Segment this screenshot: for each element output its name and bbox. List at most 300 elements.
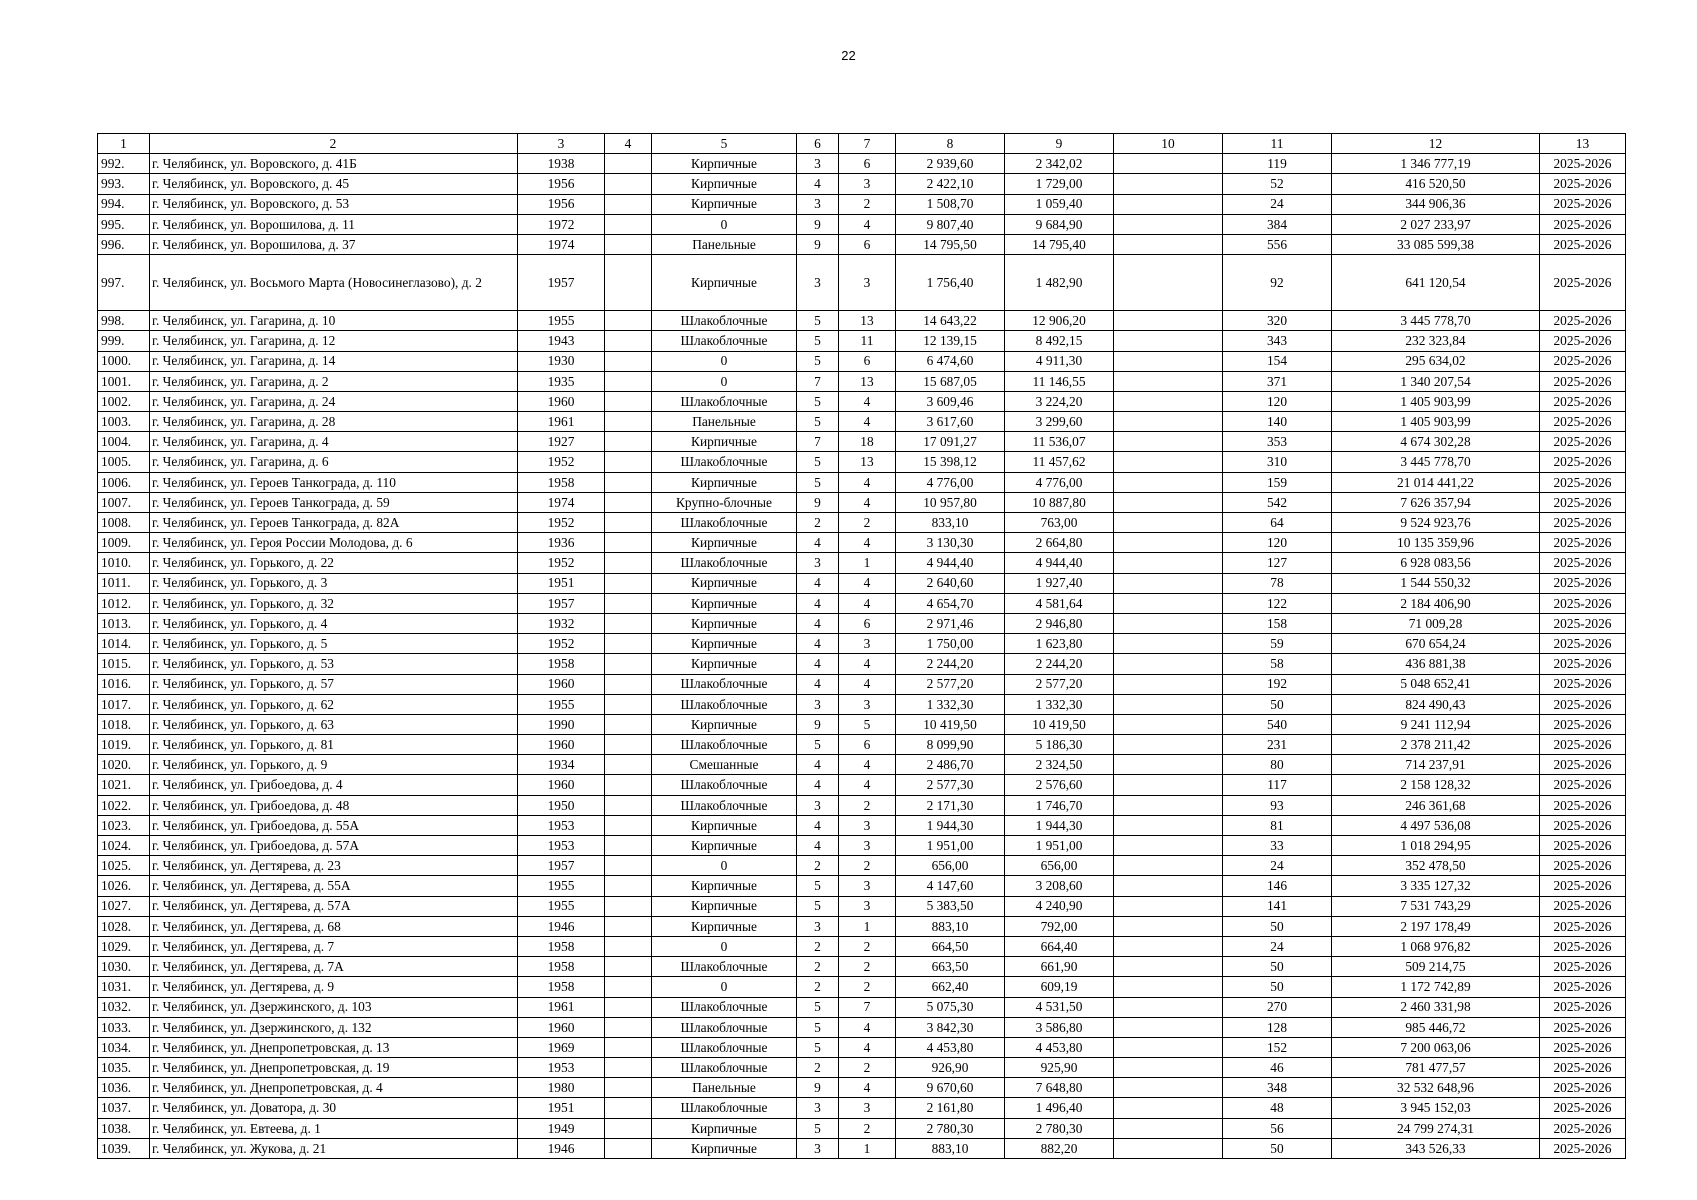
cell-year-built: 1958: [518, 977, 605, 997]
cell-floors: 5: [797, 1017, 839, 1037]
cell-cost: 71 009,28: [1332, 613, 1540, 633]
cell-total-area: 9 807,40: [896, 214, 1005, 234]
cell-living-area: 4 581,64: [1005, 593, 1114, 613]
cell-residents: 24: [1223, 194, 1332, 214]
cell-entrances: 4: [839, 654, 896, 674]
cell-floors: 7: [797, 432, 839, 452]
cell-total-area: 15 398,12: [896, 452, 1005, 472]
cell-entrances: 2: [839, 194, 896, 214]
cell-row-number: 1008.: [98, 513, 150, 533]
cell-entrances: 6: [839, 351, 896, 371]
cell-total-area: 2 640,60: [896, 573, 1005, 593]
cell-total-area: 662,40: [896, 977, 1005, 997]
cell-residents: 128: [1223, 1017, 1332, 1037]
cell-wall-material: Шлакоблочные: [652, 997, 797, 1017]
cell-address: г. Челябинск, ул. Грибоедова, д. 48: [150, 795, 518, 815]
table-row: [98, 735, 1626, 755]
cell-row-number: 996.: [98, 234, 150, 254]
cell-entrances: 7: [839, 997, 896, 1017]
cell-address: г. Челябинск, ул. Грибоедова, д. 57А: [150, 836, 518, 856]
cell-residents: 146: [1223, 876, 1332, 896]
cell-living-area: 4 531,50: [1005, 997, 1114, 1017]
cell-address: г. Челябинск, ул. Дегтярева, д. 7: [150, 936, 518, 956]
cell-residents: 384: [1223, 214, 1332, 234]
cell-col-4: [605, 174, 652, 194]
cell-col-10: [1114, 997, 1223, 1017]
cell-floors: 3: [797, 916, 839, 936]
cell-col-4: [605, 735, 652, 755]
cell-year-built: 1934: [518, 755, 605, 775]
cell-living-area: 12 906,20: [1005, 311, 1114, 331]
cell-entrances: 3: [839, 1098, 896, 1118]
cell-floors: 4: [797, 836, 839, 856]
cell-wall-material: Шлакоблочные: [652, 795, 797, 815]
cell-entrances: 4: [839, 391, 896, 411]
cell-col-10: [1114, 634, 1223, 654]
cell-cost: 4 497 536,08: [1332, 815, 1540, 835]
table-row: [98, 1138, 1626, 1158]
cell-total-area: 883,10: [896, 916, 1005, 936]
cell-address: г. Челябинск, ул. Гагарина, д. 2: [150, 371, 518, 391]
cell-col-4: [605, 351, 652, 371]
header-cell-3: 3: [518, 134, 605, 154]
cell-wall-material: Кирпичные: [652, 634, 797, 654]
cell-floors: 4: [797, 815, 839, 835]
cell-col-4: [605, 255, 652, 311]
cell-address: г. Челябинск, ул. Горького, д. 32: [150, 593, 518, 613]
cell-col-10: [1114, 856, 1223, 876]
cell-col-10: [1114, 255, 1223, 311]
cell-year-built: 1960: [518, 775, 605, 795]
cell-col-10: [1114, 472, 1223, 492]
cell-living-area: 1 944,30: [1005, 815, 1114, 835]
cell-total-area: 2 486,70: [896, 755, 1005, 775]
cell-period: 2025-2026: [1540, 714, 1626, 734]
cell-residents: 348: [1223, 1078, 1332, 1098]
cell-year-built: 1932: [518, 613, 605, 633]
cell-address: г. Челябинск, ул. Дзержинского, д. 103: [150, 997, 518, 1017]
header-cell-9: 9: [1005, 134, 1114, 154]
cell-living-area: 3 224,20: [1005, 391, 1114, 411]
cell-living-area: 4 453,80: [1005, 1037, 1114, 1057]
cell-year-built: 1952: [518, 513, 605, 533]
cell-col-4: [605, 1098, 652, 1118]
cell-total-area: 4 654,70: [896, 593, 1005, 613]
cell-period: 2025-2026: [1540, 815, 1626, 835]
cell-residents: 48: [1223, 1098, 1332, 1118]
cell-address: г. Челябинск, ул. Дегтярева, д. 23: [150, 856, 518, 876]
cell-floors: 3: [797, 255, 839, 311]
cell-wall-material: 0: [652, 371, 797, 391]
cell-wall-material: Кирпичные: [652, 1138, 797, 1158]
cell-row-number: 1034.: [98, 1037, 150, 1057]
cell-year-built: 1974: [518, 234, 605, 254]
cell-residents: 50: [1223, 957, 1332, 977]
cell-total-area: 17 091,27: [896, 432, 1005, 452]
cell-entrances: 4: [839, 775, 896, 795]
cell-row-number: 1026.: [98, 876, 150, 896]
cell-col-4: [605, 234, 652, 254]
table-row: [98, 351, 1626, 371]
cell-cost: 24 799 274,31: [1332, 1118, 1540, 1138]
cell-address: г. Челябинск, ул. Героя России Молодова, д. 6: [150, 533, 518, 553]
cell-row-number: 999.: [98, 331, 150, 351]
cell-period: 2025-2026: [1540, 1098, 1626, 1118]
cell-row-number: 1013.: [98, 613, 150, 633]
cell-address: г. Челябинск, ул. Днепропетровская, д. 4: [150, 1078, 518, 1098]
header-cell-2: 2: [150, 134, 518, 154]
cell-floors: 3: [797, 1138, 839, 1158]
cell-residents: 231: [1223, 735, 1332, 755]
cell-total-area: 15 687,05: [896, 371, 1005, 391]
table-row: [98, 694, 1626, 714]
cell-entrances: 2: [839, 936, 896, 956]
header-row: [98, 134, 1626, 154]
cell-floors: 5: [797, 331, 839, 351]
cell-col-10: [1114, 714, 1223, 734]
header-cell-6: 6: [797, 134, 839, 154]
cell-row-number: 1007.: [98, 492, 150, 512]
cell-year-built: 1930: [518, 351, 605, 371]
cell-col-10: [1114, 1098, 1223, 1118]
cell-wall-material: Шлакоблочные: [652, 331, 797, 351]
table-row: [98, 654, 1626, 674]
cell-entrances: 4: [839, 1078, 896, 1098]
cell-entrances: 3: [839, 174, 896, 194]
cell-address: г. Челябинск, ул. Дзержинского, д. 132: [150, 1017, 518, 1037]
table-row: [98, 593, 1626, 613]
cell-row-number: 1027.: [98, 896, 150, 916]
cell-period: 2025-2026: [1540, 513, 1626, 533]
cell-entrances: 3: [839, 815, 896, 835]
cell-total-area: 2 161,80: [896, 1098, 1005, 1118]
cell-address: г. Челябинск, ул. Горького, д. 81: [150, 735, 518, 755]
cell-wall-material: 0: [652, 351, 797, 371]
cell-cost: 3 945 152,03: [1332, 1098, 1540, 1118]
cell-floors: 9: [797, 714, 839, 734]
table-row: [98, 836, 1626, 856]
table-row: [98, 755, 1626, 775]
cell-period: 2025-2026: [1540, 1037, 1626, 1057]
cell-col-10: [1114, 815, 1223, 835]
cell-col-4: [605, 674, 652, 694]
cell-residents: 556: [1223, 234, 1332, 254]
cell-wall-material: 0: [652, 977, 797, 997]
cell-wall-material: 0: [652, 936, 797, 956]
cell-row-number: 994.: [98, 194, 150, 214]
cell-entrances: 4: [839, 674, 896, 694]
cell-address: г. Челябинск, ул. Горького, д. 4: [150, 613, 518, 633]
table-row: [98, 391, 1626, 411]
cell-row-number: 1000.: [98, 351, 150, 371]
cell-wall-material: Кирпичные: [652, 472, 797, 492]
cell-col-10: [1114, 593, 1223, 613]
cell-col-4: [605, 694, 652, 714]
cell-living-area: 1 951,00: [1005, 836, 1114, 856]
cell-col-10: [1114, 755, 1223, 775]
cell-residents: 120: [1223, 533, 1332, 553]
cell-wall-material: Кирпичные: [652, 154, 797, 174]
housing-table: [97, 133, 1626, 1159]
cell-address: г. Челябинск, ул. Доватора, д. 30: [150, 1098, 518, 1118]
cell-col-4: [605, 593, 652, 613]
cell-floors: 9: [797, 234, 839, 254]
cell-col-4: [605, 432, 652, 452]
cell-residents: 540: [1223, 714, 1332, 734]
cell-period: 2025-2026: [1540, 856, 1626, 876]
cell-col-10: [1114, 694, 1223, 714]
cell-period: 2025-2026: [1540, 432, 1626, 452]
cell-entrances: 2: [839, 977, 896, 997]
cell-period: 2025-2026: [1540, 492, 1626, 512]
cell-col-10: [1114, 735, 1223, 755]
cell-floors: 4: [797, 174, 839, 194]
cell-col-4: [605, 836, 652, 856]
cell-address: г. Челябинск, ул. Дегтярева, д. 55А: [150, 876, 518, 896]
cell-col-10: [1114, 553, 1223, 573]
table-row: [98, 775, 1626, 795]
cell-living-area: 11 457,62: [1005, 452, 1114, 472]
cell-entrances: 6: [839, 154, 896, 174]
cell-floors: 2: [797, 856, 839, 876]
cell-wall-material: Шлакоблочные: [652, 1017, 797, 1037]
cell-total-area: 12 139,15: [896, 331, 1005, 351]
cell-total-area: 2 780,30: [896, 1118, 1005, 1138]
cell-living-area: 1 927,40: [1005, 573, 1114, 593]
cell-year-built: 1927: [518, 432, 605, 452]
cell-floors: 5: [797, 412, 839, 432]
cell-entrances: 3: [839, 255, 896, 311]
cell-year-built: 1969: [518, 1037, 605, 1057]
table-row: [98, 977, 1626, 997]
cell-floors: 3: [797, 194, 839, 214]
cell-cost: 4 674 302,28: [1332, 432, 1540, 452]
cell-period: 2025-2026: [1540, 634, 1626, 654]
cell-col-10: [1114, 1017, 1223, 1037]
cell-floors: 2: [797, 957, 839, 977]
cell-col-10: [1114, 412, 1223, 432]
cell-address: г. Челябинск, ул. Горького, д. 9: [150, 755, 518, 775]
cell-address: г. Челябинск, ул. Днепропетровская, д. 19: [150, 1058, 518, 1078]
cell-period: 2025-2026: [1540, 1058, 1626, 1078]
cell-col-10: [1114, 674, 1223, 694]
cell-residents: 33: [1223, 836, 1332, 856]
cell-residents: 122: [1223, 593, 1332, 613]
cell-year-built: 1956: [518, 194, 605, 214]
cell-col-4: [605, 311, 652, 331]
cell-living-area: 2 577,20: [1005, 674, 1114, 694]
cell-col-10: [1114, 391, 1223, 411]
cell-residents: 78: [1223, 573, 1332, 593]
cell-residents: 542: [1223, 492, 1332, 512]
cell-col-4: [605, 1058, 652, 1078]
cell-period: 2025-2026: [1540, 613, 1626, 633]
cell-cost: 1 346 777,19: [1332, 154, 1540, 174]
table-row: [98, 1017, 1626, 1037]
cell-floors: 4: [797, 533, 839, 553]
cell-year-built: 1936: [518, 533, 605, 553]
cell-wall-material: Панельные: [652, 412, 797, 432]
cell-floors: 2: [797, 513, 839, 533]
table-row: [98, 1098, 1626, 1118]
cell-row-number: 1032.: [98, 997, 150, 1017]
cell-total-area: 2 244,20: [896, 654, 1005, 674]
cell-col-4: [605, 957, 652, 977]
cell-address: г. Челябинск, ул. Героев Танкограда, д. 82А: [150, 513, 518, 533]
cell-total-area: 5 383,50: [896, 896, 1005, 916]
cell-col-10: [1114, 795, 1223, 815]
cell-col-10: [1114, 533, 1223, 553]
cell-col-4: [605, 977, 652, 997]
cell-residents: 119: [1223, 154, 1332, 174]
table-row: [98, 214, 1626, 234]
cell-period: 2025-2026: [1540, 214, 1626, 234]
cell-floors: 3: [797, 154, 839, 174]
cell-address: г. Челябинск, ул. Воровского, д. 45: [150, 174, 518, 194]
cell-total-area: 3 842,30: [896, 1017, 1005, 1037]
cell-entrances: 11: [839, 331, 896, 351]
cell-year-built: 1958: [518, 936, 605, 956]
cell-col-10: [1114, 876, 1223, 896]
table-row: [98, 331, 1626, 351]
cell-col-4: [605, 391, 652, 411]
cell-wall-material: Шлакоблочные: [652, 775, 797, 795]
table-row: [98, 795, 1626, 815]
cell-residents: 50: [1223, 694, 1332, 714]
cell-col-10: [1114, 613, 1223, 633]
cell-floors: 5: [797, 896, 839, 916]
cell-wall-material: Кирпичные: [652, 593, 797, 613]
cell-entrances: 4: [839, 412, 896, 432]
cell-cost: 295 634,02: [1332, 351, 1540, 371]
cell-wall-material: Кирпичные: [652, 815, 797, 835]
cell-cost: 2 184 406,90: [1332, 593, 1540, 613]
header-cell-4: 4: [605, 134, 652, 154]
header-cell-8: 8: [896, 134, 1005, 154]
cell-address: г. Челябинск, ул. Гагарина, д. 14: [150, 351, 518, 371]
cell-address: г. Челябинск, ул. Воровского, д. 53: [150, 194, 518, 214]
cell-row-number: 992.: [98, 154, 150, 174]
cell-period: 2025-2026: [1540, 533, 1626, 553]
cell-row-number: 1021.: [98, 775, 150, 795]
cell-period: 2025-2026: [1540, 194, 1626, 214]
cell-period: 2025-2026: [1540, 573, 1626, 593]
cell-col-10: [1114, 331, 1223, 351]
cell-year-built: 1957: [518, 255, 605, 311]
cell-total-area: 8 099,90: [896, 735, 1005, 755]
cell-row-number: 1019.: [98, 735, 150, 755]
cell-row-number: 1030.: [98, 957, 150, 977]
cell-col-10: [1114, 194, 1223, 214]
table-row: [98, 714, 1626, 734]
cell-period: 2025-2026: [1540, 997, 1626, 1017]
cell-cost: 352 478,50: [1332, 856, 1540, 876]
cell-row-number: 1037.: [98, 1098, 150, 1118]
cell-entrances: 13: [839, 311, 896, 331]
cell-living-area: 2 342,02: [1005, 154, 1114, 174]
cell-floors: 5: [797, 1037, 839, 1057]
cell-entrances: 4: [839, 593, 896, 613]
cell-wall-material: Кирпичные: [652, 533, 797, 553]
table-row: [98, 1118, 1626, 1138]
table-row: [98, 674, 1626, 694]
cell-floors: 5: [797, 472, 839, 492]
cell-col-4: [605, 815, 652, 835]
cell-living-area: 1 059,40: [1005, 194, 1114, 214]
cell-address: г. Челябинск, ул. Ворошилова, д. 37: [150, 234, 518, 254]
cell-row-number: 1001.: [98, 371, 150, 391]
cell-address: г. Челябинск, ул. Горького, д. 62: [150, 694, 518, 714]
cell-entrances: 4: [839, 214, 896, 234]
cell-living-area: 8 492,15: [1005, 331, 1114, 351]
cell-floors: 4: [797, 613, 839, 633]
cell-col-10: [1114, 957, 1223, 977]
cell-wall-material: Панельные: [652, 234, 797, 254]
cell-floors: 3: [797, 795, 839, 815]
cell-cost: 641 120,54: [1332, 255, 1540, 311]
cell-entrances: 6: [839, 735, 896, 755]
cell-col-4: [605, 654, 652, 674]
cell-living-area: 2 664,80: [1005, 533, 1114, 553]
cell-period: 2025-2026: [1540, 957, 1626, 977]
cell-col-10: [1114, 1058, 1223, 1078]
cell-living-area: 656,00: [1005, 856, 1114, 876]
cell-living-area: 1 332,30: [1005, 694, 1114, 714]
cell-total-area: 6 474,60: [896, 351, 1005, 371]
cell-year-built: 1961: [518, 997, 605, 1017]
cell-wall-material: Смешанные: [652, 755, 797, 775]
table-row: [98, 553, 1626, 573]
header-cell-11: 11: [1223, 134, 1332, 154]
header-cell-7: 7: [839, 134, 896, 154]
cell-cost: 509 214,75: [1332, 957, 1540, 977]
cell-living-area: 4 944,40: [1005, 553, 1114, 573]
table-row: [98, 573, 1626, 593]
cell-period: 2025-2026: [1540, 255, 1626, 311]
cell-wall-material: Шлакоблочные: [652, 1037, 797, 1057]
cell-residents: 58: [1223, 654, 1332, 674]
cell-row-number: 1006.: [98, 472, 150, 492]
table-row: [98, 876, 1626, 896]
cell-col-10: [1114, 775, 1223, 795]
cell-cost: 3 335 127,32: [1332, 876, 1540, 896]
cell-cost: 2 378 211,42: [1332, 735, 1540, 755]
cell-cost: 1 068 976,82: [1332, 936, 1540, 956]
cell-entrances: 4: [839, 472, 896, 492]
cell-address: г. Челябинск, ул. Дегтярева, д. 57А: [150, 896, 518, 916]
cell-total-area: 2 577,30: [896, 775, 1005, 795]
cell-wall-material: Кирпичные: [652, 613, 797, 633]
cell-period: 2025-2026: [1540, 836, 1626, 856]
cell-residents: 371: [1223, 371, 1332, 391]
cell-entrances: 2: [839, 957, 896, 977]
cell-total-area: 2 422,10: [896, 174, 1005, 194]
cell-entrances: 4: [839, 533, 896, 553]
cell-wall-material: Кирпичные: [652, 573, 797, 593]
cell-col-4: [605, 331, 652, 351]
cell-entrances: 2: [839, 1118, 896, 1138]
cell-residents: 50: [1223, 977, 1332, 997]
cell-wall-material: Кирпичные: [652, 432, 797, 452]
cell-living-area: 792,00: [1005, 916, 1114, 936]
cell-address: г. Челябинск, ул. Гагарина, д. 28: [150, 412, 518, 432]
cell-col-4: [605, 755, 652, 775]
cell-total-area: 2 577,20: [896, 674, 1005, 694]
cell-living-area: 664,40: [1005, 936, 1114, 956]
cell-residents: 343: [1223, 331, 1332, 351]
cell-col-4: [605, 371, 652, 391]
table-row: [98, 936, 1626, 956]
